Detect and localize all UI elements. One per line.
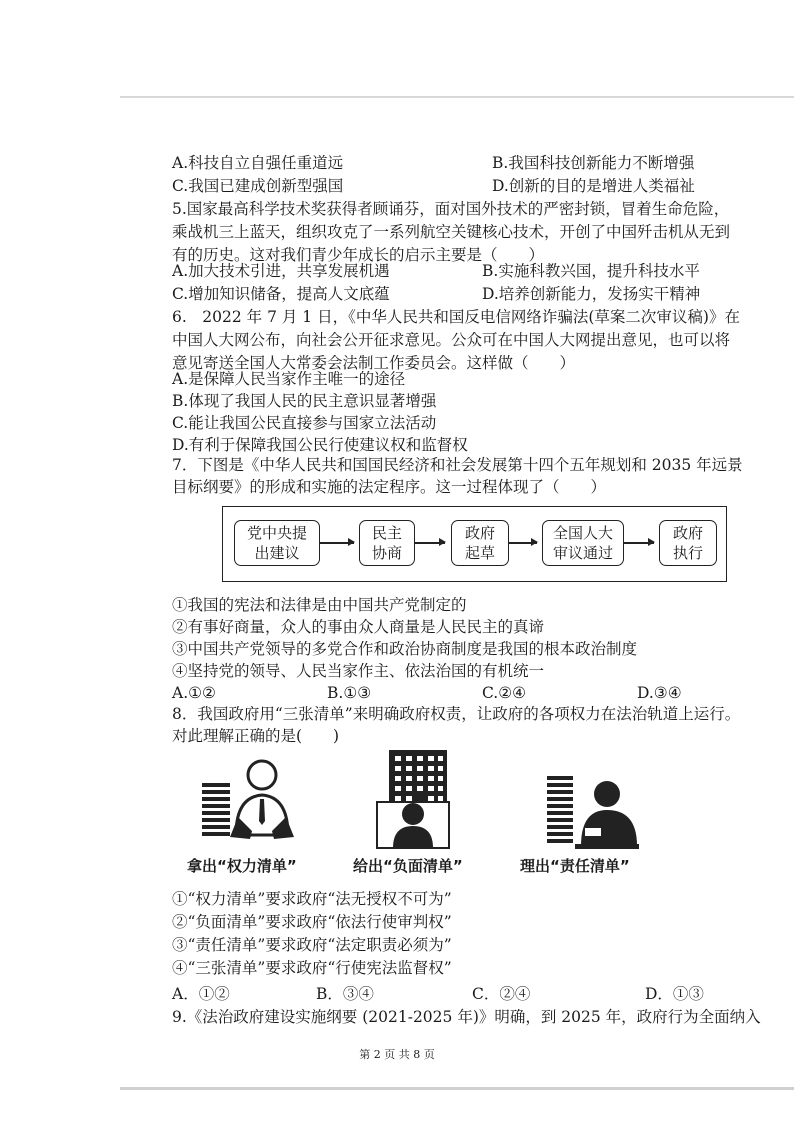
q5-option-b: B.实施科教兴国，提升科技水平: [482, 262, 700, 280]
q8-option-b: B．③④: [316, 985, 374, 1003]
figure-label-responsibility-list: 理出“责任清单”: [520, 857, 630, 875]
q6-option-d: D.有利于保障我国公民行使建议权和监督权: [172, 436, 468, 454]
flow-step-2: 民主 协商: [359, 520, 415, 566]
q6-stem-line-2: 中国人大网公布，向社会公开征求意见。公众可在中国人大网提出意见，也可以将: [172, 331, 731, 349]
flow-step-5: 政府 执行: [659, 520, 717, 566]
q7-statement-2: ②有事好商量，众人的事由众人商量是人民民主的真谛: [172, 618, 545, 636]
q7-option-a: A.①②: [172, 684, 216, 702]
q7-option-c: C.②④: [482, 684, 527, 702]
q4-option-c: C.我国已建成创新型强国: [172, 177, 344, 195]
figure-label-power-list: 拿出“权力清单”: [187, 857, 297, 875]
header-rule: [120, 96, 794, 98]
q5-option-c: C.增加知识储备，提高人文底蕴: [172, 285, 390, 303]
flow-step-1: 党中央提 出建议: [234, 520, 320, 566]
q8-statement-4: ④“三张清单”要求政府“行使宪法监督权”: [172, 959, 452, 977]
q6-option-c: C.能让我国公民直接参与国家立法活动: [172, 414, 437, 432]
flow-arrow-4: [624, 542, 654, 544]
flow-arrow-3: [509, 542, 537, 544]
q7-option-b: B.①③: [327, 684, 372, 702]
q7-statement-4: ④坚持党的领导、人民当家作主、依法治国的有机统一: [172, 662, 545, 680]
flow-arrow-2: [415, 542, 445, 544]
page-number: 第 2 页 共 8 页: [359, 1048, 435, 1061]
flow-arrow-1: [320, 542, 354, 544]
q8-option-d: D．①③: [645, 985, 704, 1003]
q5-stem-line-1: 5.国家最高科学技术奖获得者顾诵芬，面对国外技术的严密封锁，冒着生命危险，: [172, 200, 730, 218]
figure-label-negative-list: 给出“负面清单”: [353, 857, 463, 875]
q4-option-b: B.我国科技创新能力不断增强: [492, 154, 695, 172]
q8-statement-1: ①“权力清单”要求政府“法无授权不可为”: [172, 890, 452, 908]
q4-option-a: A.科技自立自强任重道远: [172, 154, 344, 172]
q7-statement-1: ①我国的宪法和法律是由中国共产党制定的: [172, 596, 467, 614]
q5-stem-line-2: 乘战机三上蓝天，组织攻克了一系列航空关键核心技术，开创了中国歼击机从无到: [172, 223, 731, 241]
q7-flowchart: [222, 506, 727, 582]
q8-statement-2: ②“负面清单”要求政府“依法行使审判权”: [172, 913, 452, 931]
q5-option-d: D.培养创新能力，发扬实干精神: [482, 285, 701, 303]
q9-stem-line-1: 9.《法治政府建设实施纲要 (2021-2025 年)》明确，到 2025 年，政府行为全面纳入: [172, 1008, 761, 1026]
q6-option-b: B.体现了我国人民的民主意识显著增强: [172, 392, 437, 410]
flow-step-3: 政府 起草: [451, 520, 509, 566]
q6-stem-line-1: 6. 2022 年 7 月 1 日，《中华人民共和国反电信网络诈骗法(草案二次审议稿)》在: [172, 308, 740, 326]
footer-rule: [120, 1087, 794, 1090]
q8-statement-3: ③“责任清单”要求政府“法定职责必须为”: [172, 936, 452, 954]
q7-stem-line-2: 目标纲要》的形成和实施的法定程序。这一过程体现了（ ）: [172, 478, 607, 496]
power-list-figure: [200, 755, 310, 850]
q8-option-c: C．②④: [472, 985, 531, 1003]
q6-option-a: A.是保障人民当家作主唯一的途径: [172, 370, 406, 388]
responsibility-list-figure: [545, 770, 655, 852]
q5-option-a: A.加大技术引进，共享发展机遇: [172, 262, 390, 280]
q5-stem-line-3: 有的历史。这对我们青少年成长的启示主要是（ ）: [172, 246, 545, 264]
negative-list-figure: [375, 748, 465, 850]
flow-step-4: 全国人大 审议通过: [542, 520, 624, 566]
q6-stem-line-3: 意见寄送全国人大常委会法制工作委员会。这样做（ ）: [172, 354, 576, 372]
q8-option-a: A．①②: [172, 985, 230, 1003]
q4-option-d: D.创新的目的是增进人类福祉: [492, 177, 695, 195]
q8-stem-line-2: 对此理解正确的是( ): [172, 727, 340, 745]
q7-option-d: D.③④: [637, 684, 682, 702]
q7-statement-3: ③中国共产党领导的多党合作和政治协商制度是我国的根本政治制度: [172, 640, 638, 658]
q8-stem-line-1: 8．我国政府用“三张清单”来明确政府权责，让政府的各项权力在法治轨道上运行。: [172, 705, 741, 723]
q7-stem-line-1: 7．下图是《中华人民共和国国民经济和社会发展第十四个五年规划和 2035 年远景: [172, 456, 743, 474]
